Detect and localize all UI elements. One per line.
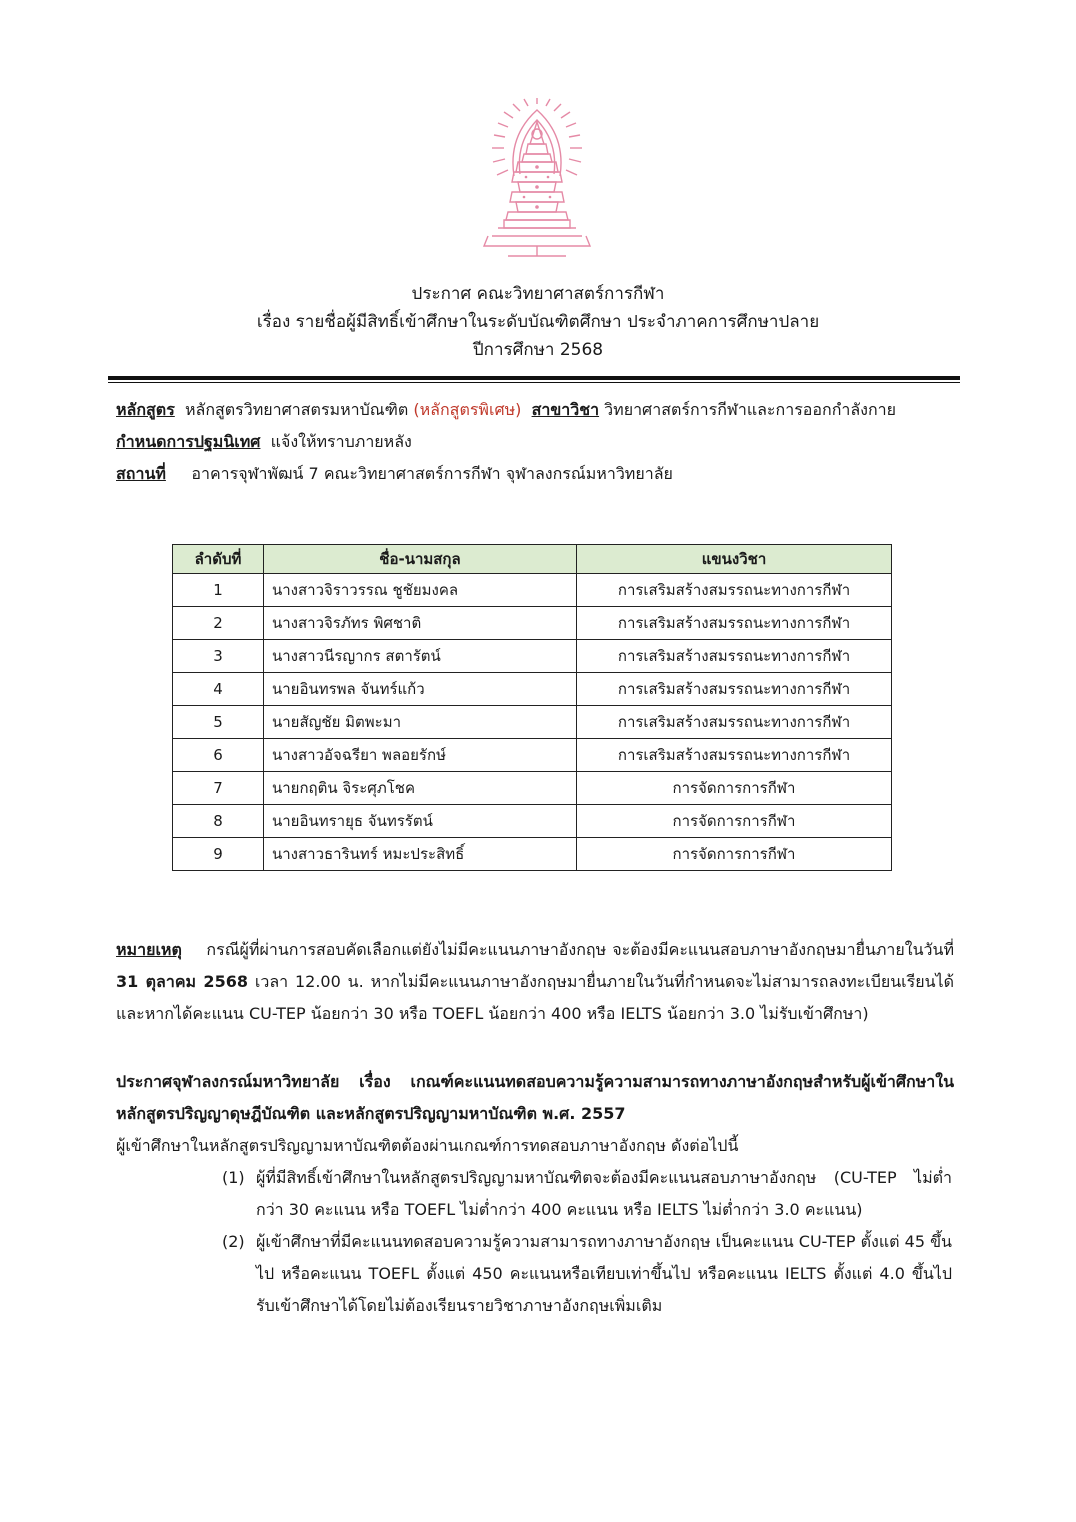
- row-name: นายกฤติน จิระศุภโชค: [264, 772, 577, 805]
- table-row: [173, 739, 892, 772]
- header-divider-thin: [108, 382, 960, 383]
- row-field: การจัดการการกีฬา: [577, 805, 892, 838]
- remark-text-2: เวลา 12.00 น. หากไม่มีคะแนนภาษาอังกฤษมายื่นภายในวันที่กำหนดจะไม่สามารถลงทะเบียนเรียนได้ และหากได้คะแนน CU-TEP น้อยกว่า 30 หรือ TOEFL น้อยกว่า 400 หรือ IELTS น้อยกว่า 3.0 ไม่รับเข้าศึกษา): [116, 972, 954, 1023]
- list-item-text: ผู้ที่มีสิทธิ์เข้าศึกษาในหลักสูตรปริญญามหาบัณฑิตจะต้องมีคะแนนสอบภาษาอังกฤษ (CU-TEP ไม่ต่ำกว่า 30 คะแนน หรือ TOEFL ไม่ต่ำกว่า 400 คะแนน หรือ IELTS ไม่ต่ำกว่า 3.0 คะแนน): [256, 1168, 952, 1219]
- row-order: 4: [173, 673, 264, 706]
- table-row: [173, 838, 892, 871]
- announcement-reference: ประกาศจุฬาลงกรณ์มหาวิทยาลัย เรื่อง เกณฑ์คะแนนทดสอบความรู้ความสามารถทางภาษาอังกฤษสำหรับผู้เข้าศึกษาในหลักสูตรปริญญาดุษฎีบัณฑิต และหลักสูตรปริญญามหาบัณฑิต พ.ศ. 2557: [116, 1072, 954, 1123]
- orientation-label: กำหนดการปฐมนิเทศ: [116, 432, 261, 451]
- orientation-value: แจ้งให้ทราบภายหลัง: [270, 432, 412, 451]
- row-order: 6: [173, 739, 264, 772]
- row-field: การเสริมสร้างสมรรถนะทางการกีฬา: [577, 673, 892, 706]
- list-item-text: ผู้เข้าศึกษาที่มีคะแนนทดสอบความรู้ความสามารถทางภาษาอังกฤษ เป็นคะแนน CU-TEP ตั้งแต่ 45 ขึ้นไป หรือคะแนน TOEFL ตั้งแต่ 450 คะแนนหรือเทียบเท่าขึ้นไป หรือคะแนน IELTS ตั้งแต่ 4.0 ขึ้นไป รับเข้าศึกษาได้โดยไม่ต้องเรียนรายวิชาภาษาอังกฤษเพิ่มเติม: [256, 1232, 952, 1315]
- row-name: นางสาวอัจฉรียา พลอยรักษ์: [264, 739, 577, 772]
- row-order: 5: [173, 706, 264, 739]
- row-name: นายอินทรพล จันทร์แก้ว: [264, 673, 577, 706]
- table-row: [173, 640, 892, 673]
- criteria-list: [222, 1162, 952, 1322]
- row-name: นางสาวนีรญากร สตารัตน์: [264, 640, 577, 673]
- row-field: การเสริมสร้างสมรรถนะทางการกีฬา: [577, 640, 892, 673]
- list-item-number: (2): [222, 1232, 245, 1251]
- remark-text-1: กรณีผู้ที่ผ่านการสอบคัดเลือกแต่ยังไม่มีคะแนนภาษาอังกฤษ จะต้องมีคะแนนสอบภาษาอังกฤษมายื่นภายในวันที่: [206, 940, 955, 959]
- remark-paragraph: [116, 934, 954, 1030]
- academic-year: ปีการศึกษา 2568: [472, 340, 604, 360]
- table-row: [173, 574, 892, 607]
- list-item: [222, 1226, 952, 1322]
- row-name: นายอินทรายุธ จันทรรัตน์: [264, 805, 577, 838]
- table-row: [173, 607, 892, 640]
- announcement-title: ประกาศ คณะวิทยาศาสตร์การกีฬา: [411, 284, 665, 304]
- program-line: [116, 398, 896, 422]
- table-row: [173, 805, 892, 838]
- university-emblem-icon: [478, 96, 596, 264]
- place-value: อาคารจุฬาพัฒน์ 7 คณะวิทยาศาสตร์การกีฬา จุฬาลงกรณ์มหาวิทยาลัย: [191, 464, 673, 483]
- list-item: [222, 1162, 952, 1226]
- row-name: นายสัญชัย มิตพะมา: [264, 706, 577, 739]
- row-order: 9: [173, 838, 264, 871]
- row-order: 2: [173, 607, 264, 640]
- row-field: การเสริมสร้างสมรรถนะทางการกีฬา: [577, 574, 892, 607]
- table-row: [173, 706, 892, 739]
- row-order: 1: [173, 574, 264, 607]
- remark-deadline: 31 ตุลาคม 2568: [116, 972, 248, 991]
- field-value: วิทยาศาสตร์การกีฬาและการออกกำลังกาย: [604, 400, 897, 419]
- announcement-subject: เรื่อง รายชื่อผู้มีสิทธิ์เข้าศึกษาในระดับบัณฑิตศึกษา ประจำภาคการศึกษาปลาย: [256, 312, 820, 332]
- admission-table: [172, 544, 892, 871]
- row-field: การเสริมสร้างสมรรถนะทางการกีฬา: [577, 739, 892, 772]
- row-field: การจัดการการกีฬา: [577, 772, 892, 805]
- list-item-number: (1): [222, 1168, 245, 1187]
- row-field: การเสริมสร้างสมรรถนะทางการกีฬา: [577, 706, 892, 739]
- col-header-order: ลำดับที่: [173, 545, 264, 574]
- orientation-line: [116, 430, 412, 454]
- row-field: การเสริมสร้างสมรรถนะทางการกีฬา: [577, 607, 892, 640]
- program-special: (หลักสูตรพิเศษ): [413, 400, 522, 419]
- place-line: [116, 462, 673, 486]
- table-header-row: [173, 545, 892, 574]
- header-divider: [108, 376, 960, 380]
- program-value: หลักสูตรวิทยาศาสตรมหาบัณฑิต: [184, 400, 409, 419]
- row-name: นางสาวจิรภัทร พิศชาติ: [264, 607, 577, 640]
- col-header-field: แขนงวิชา: [577, 545, 892, 574]
- col-header-name: ชื่อ-นามสกุล: [264, 545, 577, 574]
- row-order: 3: [173, 640, 264, 673]
- row-order: 8: [173, 805, 264, 838]
- place-label: สถานที่: [116, 464, 166, 483]
- field-label: สาขาวิชา: [531, 400, 600, 419]
- row-order: 7: [173, 772, 264, 805]
- row-field: การจัดการการกีฬา: [577, 838, 892, 871]
- program-label: หลักสูตร: [116, 400, 175, 419]
- table-row: [173, 673, 892, 706]
- row-name: นางสาวธารินทร์ หมะประสิทธิ์: [264, 838, 577, 871]
- row-name: นางสาวจิราวรรณ ชูชัยมงคล: [264, 574, 577, 607]
- criteria-intro: ผู้เข้าศึกษาในหลักสูตรปริญญามหาบัณฑิตต้องผ่านเกณฑ์การทดสอบภาษาอังกฤษ ดังต่อไปนี้: [116, 1136, 739, 1155]
- table-row: [173, 772, 892, 805]
- remark-label: หมายเหตุ: [116, 940, 182, 959]
